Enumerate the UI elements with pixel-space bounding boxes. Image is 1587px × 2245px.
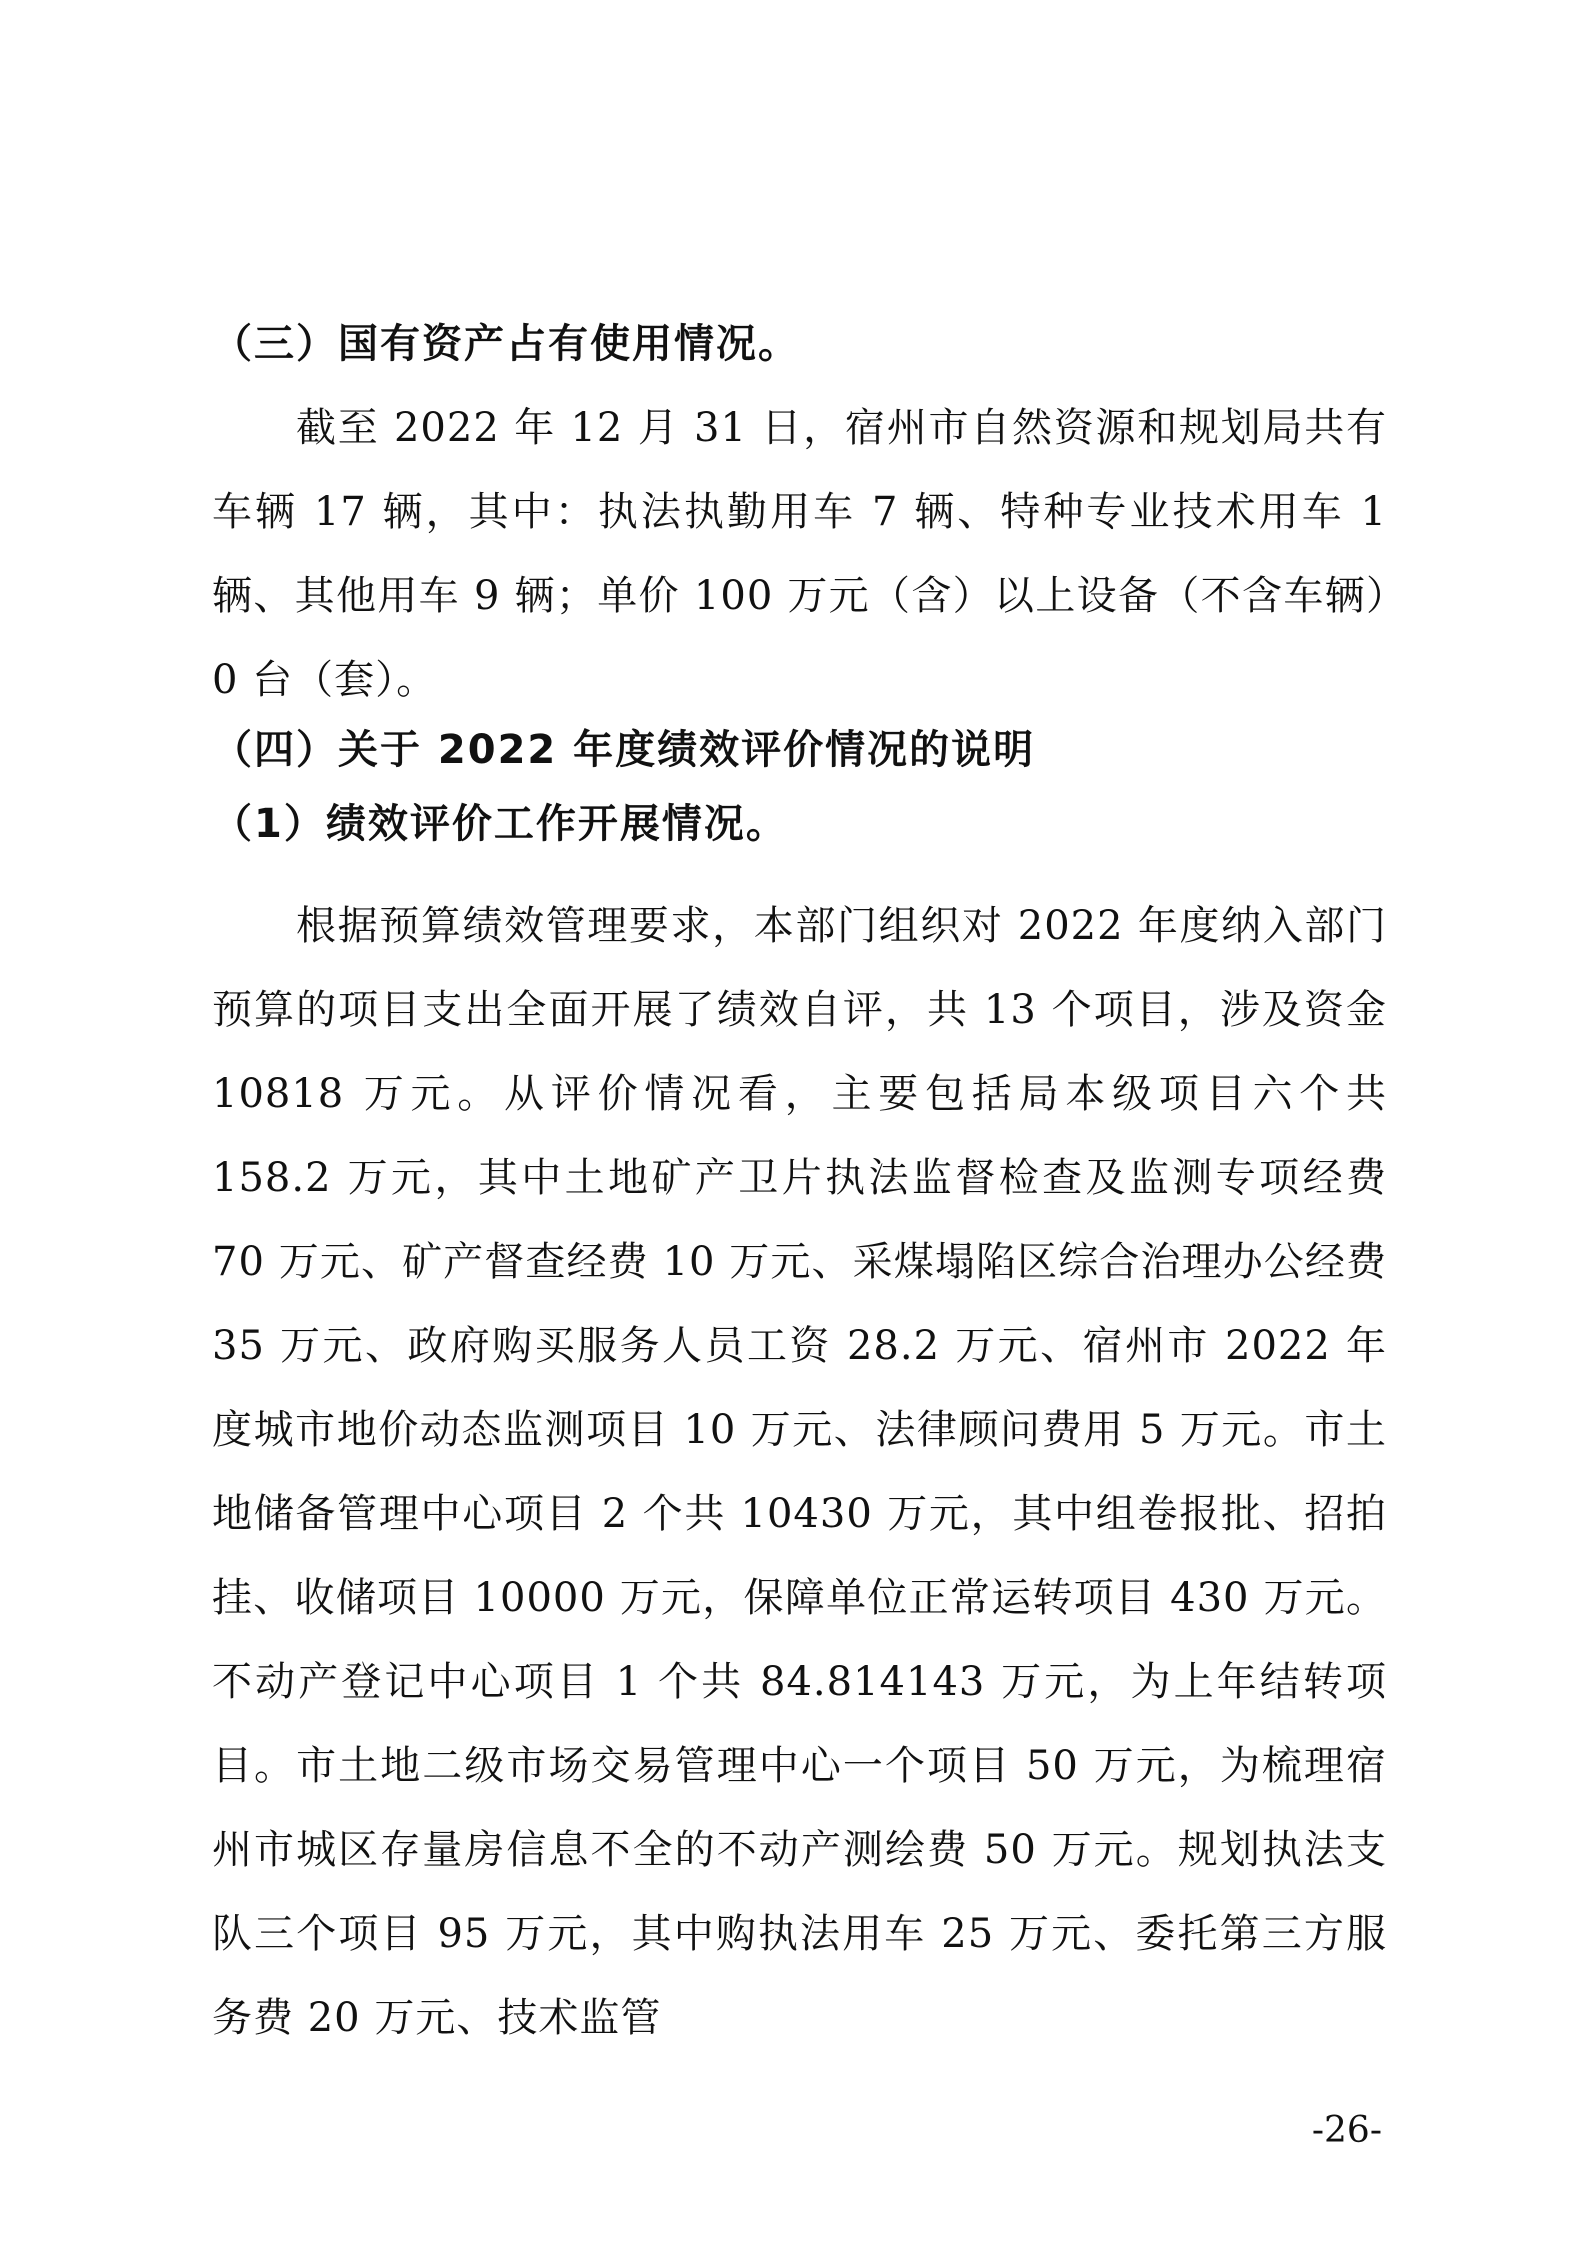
section-4-heading: （四）关于 2022 年度绩效评价情况的说明 <box>212 727 1036 773</box>
page-number: -26- <box>1311 2110 1382 2151</box>
section-3-paragraph: 截至 2022 年 12 月 31 日，宿州市自然资源和规划局共有车辆 17 辆，其中：执法执勤用车 7 辆、特种专业技术用车 1 辆、其他用车 9 辆；单价 100 万元（含）以上设备（不含车辆）0 台（套）。 <box>212 405 1387 703</box>
section-3-heading: （三）国有资产占有使用情况。 <box>212 321 800 367</box>
section-4-paragraph: 根据预算绩效管理要求，本部门组织对 2022 年度纳入部门预算的项目支出全面开展了绩效自评，共 13 个项目，涉及资金 10818 万元。从评价情况看，主要包括局本级项目六个共 158.2 万元，其中土地矿产卫片执法监督检查及监测专项经费 70 万元、矿产督查经费 10 万元、采煤塌陷区综合治理办公经费 35 万元、政府购买服务人员工资 28.2 万元、宿州市 2022 年度城市地价动态监测项目 10 万元、法律顾问费用 5 万元。市土地储备管理中心项目 2 个共 10430 万元，其中组卷报批、招拍挂、收储项目 10000 万元，保障单位正常运转项目 430 万元。不动产登记中心项目 1 个共 84.814143 万元，为上年结转项目。市土地二级市场交易管理中心一个项目 50 万元，为梳理宿州市城区存量房信息不全的不动产测绘费 50 万元。规划执法支队三个项目 95 万元，其中购执法用车 25 万元、委托第三方服务费 20 万元、技术监管 <box>212 903 1387 2041</box>
section-4-subheading: （1）绩效评价工作开展情况。 <box>212 801 788 847</box>
